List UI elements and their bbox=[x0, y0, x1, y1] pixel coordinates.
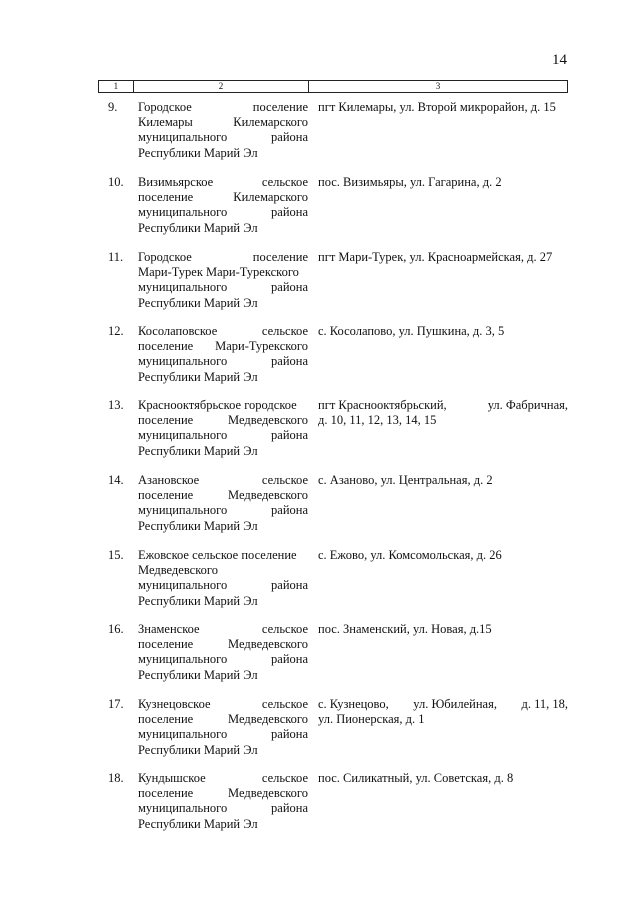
settlement-name bbox=[138, 548, 308, 609]
text-fragment: Республики Марий Эл bbox=[138, 443, 258, 458]
text-fragment: с. Кузнецово, bbox=[318, 697, 389, 711]
settlement-name-line bbox=[138, 296, 308, 311]
address-line bbox=[318, 771, 568, 786]
settlement-name-line bbox=[138, 130, 308, 145]
text-fragment: Кузнецовское bbox=[138, 697, 211, 711]
text-fragment: района bbox=[271, 205, 308, 220]
text-fragment: Городское bbox=[138, 100, 192, 114]
text-fragment: Республики Марий Эл bbox=[138, 220, 258, 235]
address bbox=[318, 622, 568, 637]
text-fragment: Мари-Турекского bbox=[215, 339, 308, 354]
text-fragment: пос. Силикатный, ул. Советская, д. 8 bbox=[318, 771, 514, 785]
text-fragment: поселение bbox=[252, 250, 308, 264]
text-fragment: Медведевского bbox=[228, 786, 308, 801]
address-line bbox=[318, 175, 568, 190]
settlement-name-line bbox=[138, 146, 308, 161]
settlement-name bbox=[138, 622, 308, 683]
address bbox=[318, 324, 568, 339]
text-fragment: Республики Марий Эл bbox=[138, 145, 258, 160]
text-fragment: ул. Фабричная, bbox=[487, 398, 568, 412]
settlement-name-line bbox=[138, 652, 308, 667]
text-fragment: поселение bbox=[252, 100, 308, 114]
text-fragment: пгт Краснооктябрьский, bbox=[318, 398, 447, 412]
address-line bbox=[318, 100, 568, 115]
text-fragment: муниципального bbox=[138, 801, 228, 816]
settlement-name bbox=[138, 771, 308, 832]
text-fragment: муниципального bbox=[138, 428, 228, 443]
text-fragment: муниципального bbox=[138, 280, 228, 295]
text-fragment: поселение bbox=[138, 488, 194, 503]
text-fragment: муниципального bbox=[138, 652, 228, 667]
text-fragment: Медведевского bbox=[228, 488, 308, 503]
settlement-name-line bbox=[138, 801, 308, 816]
text-fragment: Медведевского bbox=[138, 563, 218, 578]
settlement-name-line bbox=[138, 398, 308, 413]
row-number: 18. bbox=[108, 771, 124, 785]
settlement-name-line bbox=[138, 444, 308, 459]
text-fragment: Килемарского bbox=[233, 115, 308, 130]
text-fragment: д. 10, 11, 12, 13, 14, 15 bbox=[318, 413, 437, 428]
text-fragment: Визимьярское bbox=[138, 175, 214, 189]
settlement-name bbox=[138, 473, 308, 534]
text-fragment: Медведевского bbox=[228, 712, 308, 727]
text-fragment: Республики Марий Эл bbox=[138, 593, 258, 608]
text-fragment: пгт Килемары, ул. Второй микрорайон, д. 15 bbox=[318, 100, 556, 114]
text-fragment: района bbox=[271, 503, 308, 518]
text-fragment: Кундышское bbox=[138, 771, 206, 785]
address bbox=[318, 100, 568, 115]
settlement-name-line bbox=[138, 548, 308, 563]
settlement-name-line bbox=[138, 668, 308, 683]
text-fragment: Городское bbox=[138, 250, 192, 264]
text-fragment: Республики Марий Эл bbox=[138, 742, 258, 757]
text-fragment: сельское bbox=[261, 771, 308, 785]
settlement-name-line bbox=[138, 488, 308, 503]
settlement-name-line bbox=[138, 563, 308, 578]
settlement-name-line bbox=[138, 324, 308, 339]
settlement-name-line bbox=[138, 519, 308, 534]
page-number: 14 bbox=[552, 52, 567, 68]
row-number: 16. bbox=[108, 622, 124, 636]
settlement-name-line bbox=[138, 712, 308, 727]
text-fragment: муниципального bbox=[138, 354, 228, 369]
settlement-name-line bbox=[138, 817, 308, 832]
text-fragment: муниципального bbox=[138, 130, 228, 145]
address-line bbox=[318, 622, 568, 637]
text-fragment: муниципального bbox=[138, 503, 228, 518]
settlement-name bbox=[138, 250, 308, 311]
settlement-name-line bbox=[138, 250, 308, 265]
text-fragment: Косолаповское bbox=[138, 324, 218, 338]
text-fragment: района bbox=[271, 428, 308, 443]
text-fragment: Республики Марий Эл bbox=[138, 295, 258, 310]
row-number: 11. bbox=[108, 250, 124, 264]
text-fragment: с. Азаново, ул. Центральная, д. 2 bbox=[318, 473, 493, 487]
settlement-name-line bbox=[138, 280, 308, 295]
text-fragment: муниципального bbox=[138, 578, 228, 593]
settlement-name-line bbox=[138, 771, 308, 786]
row-number: 12. bbox=[108, 324, 124, 338]
header-col-1: 1 bbox=[99, 81, 134, 92]
address bbox=[318, 771, 568, 786]
text-fragment: поселение bbox=[138, 712, 194, 727]
address-line bbox=[318, 473, 568, 488]
text-fragment: сельское bbox=[261, 324, 308, 338]
address-line bbox=[318, 398, 568, 413]
table-header bbox=[98, 80, 568, 93]
text-fragment: поселение bbox=[138, 339, 194, 354]
row-number: 13. bbox=[108, 398, 124, 412]
row-number: 9. bbox=[108, 100, 118, 114]
settlement-name-line bbox=[138, 190, 308, 205]
settlement-name bbox=[138, 175, 308, 236]
text-fragment: пос. Знаменский, ул. Новая, д.15 bbox=[318, 622, 492, 636]
text-fragment: Медведевского bbox=[228, 637, 308, 652]
row-number: 10. bbox=[108, 175, 124, 189]
text-fragment: сельское bbox=[261, 697, 308, 711]
settlement-name-line bbox=[138, 743, 308, 758]
header-col-2: 2 bbox=[134, 81, 309, 92]
text-fragment: района bbox=[271, 727, 308, 742]
text-fragment: д. 11, 18, bbox=[521, 697, 568, 711]
text-fragment: Знаменское bbox=[138, 622, 200, 636]
text-fragment: Мари-Турек Мари-Турекского bbox=[138, 265, 299, 280]
text-fragment: пгт Мари-Турек, ул. Красноармейская, д. 27 bbox=[318, 250, 553, 264]
text-fragment: района bbox=[271, 130, 308, 145]
text-fragment: сельское bbox=[261, 622, 308, 636]
settlement-name-line bbox=[138, 354, 308, 369]
text-fragment: Азановское bbox=[138, 473, 200, 487]
text-fragment: ул. Юбилейная, bbox=[413, 697, 497, 711]
settlement-name bbox=[138, 398, 308, 459]
text-fragment: поселение bbox=[138, 413, 194, 428]
row-number: 15. bbox=[108, 548, 124, 562]
settlement-name-line bbox=[138, 727, 308, 742]
address bbox=[318, 548, 568, 563]
address-line bbox=[318, 712, 568, 727]
settlement-name bbox=[138, 324, 308, 385]
settlement-name-line bbox=[138, 637, 308, 652]
settlement-name-line bbox=[138, 175, 308, 190]
address bbox=[318, 697, 568, 727]
settlement-name-line bbox=[138, 413, 308, 428]
text-fragment: Республики Марий Эл bbox=[138, 667, 258, 682]
address bbox=[318, 250, 568, 265]
address bbox=[318, 473, 568, 488]
settlement-name-line bbox=[138, 786, 308, 801]
text-fragment: с. Ежово, ул. Комсомольская, д. 26 bbox=[318, 548, 502, 562]
address-line bbox=[318, 548, 568, 563]
text-fragment: Ежовское сельское поселение bbox=[138, 548, 297, 562]
text-fragment: Республики Марий Эл bbox=[138, 369, 258, 384]
text-fragment: района bbox=[271, 801, 308, 816]
text-fragment: Килемары bbox=[138, 115, 193, 130]
settlement-name-line bbox=[138, 115, 308, 130]
address bbox=[318, 175, 568, 190]
address-line bbox=[318, 413, 568, 428]
settlement-name-line bbox=[138, 594, 308, 609]
text-fragment: района bbox=[271, 280, 308, 295]
text-fragment: Краснооктябрьское городское bbox=[138, 398, 297, 412]
settlement-name-line bbox=[138, 205, 308, 220]
text-fragment: пос. Визимьяры, ул. Гагарина, д. 2 bbox=[318, 175, 502, 189]
settlement-name-line bbox=[138, 428, 308, 443]
address-line bbox=[318, 697, 568, 712]
address-line bbox=[318, 324, 568, 339]
text-fragment: поселение bbox=[138, 637, 194, 652]
text-fragment: муниципального bbox=[138, 205, 228, 220]
text-fragment: сельское bbox=[261, 473, 308, 487]
address-line bbox=[318, 250, 568, 265]
row-number: 17. bbox=[108, 697, 124, 711]
header-col-3: 3 bbox=[435, 81, 441, 91]
text-fragment: Килемарского bbox=[233, 190, 308, 205]
settlement-name-line bbox=[138, 100, 308, 115]
settlement-name-line bbox=[138, 265, 308, 280]
row-number: 14. bbox=[108, 473, 124, 487]
settlement-name-line bbox=[138, 503, 308, 518]
settlement-name bbox=[138, 697, 308, 758]
text-fragment: поселение bbox=[138, 190, 194, 205]
settlement-name-line bbox=[138, 221, 308, 236]
settlement-name-line bbox=[138, 370, 308, 385]
settlement-name-line bbox=[138, 473, 308, 488]
text-fragment: района bbox=[271, 652, 308, 667]
text-fragment: поселение bbox=[138, 786, 194, 801]
text-fragment: района bbox=[271, 354, 308, 369]
settlement-name-line bbox=[138, 339, 308, 354]
text-fragment: Республики Марий Эл bbox=[138, 518, 258, 533]
text-fragment: ул. Пионерская, д. 1 bbox=[318, 712, 425, 727]
text-fragment: муниципального bbox=[138, 727, 228, 742]
text-fragment: района bbox=[271, 578, 308, 593]
text-fragment: сельское bbox=[261, 175, 308, 189]
settlement-name-line bbox=[138, 697, 308, 712]
address bbox=[318, 398, 568, 428]
text-fragment: с. Косолапово, ул. Пушкина, д. 3, 5 bbox=[318, 324, 505, 338]
text-fragment: Республики Марий Эл bbox=[138, 816, 258, 831]
settlement-name-line bbox=[138, 578, 308, 593]
settlement-name bbox=[138, 100, 308, 161]
settlement-name-line bbox=[138, 622, 308, 637]
text-fragment: Медведевского bbox=[228, 413, 308, 428]
